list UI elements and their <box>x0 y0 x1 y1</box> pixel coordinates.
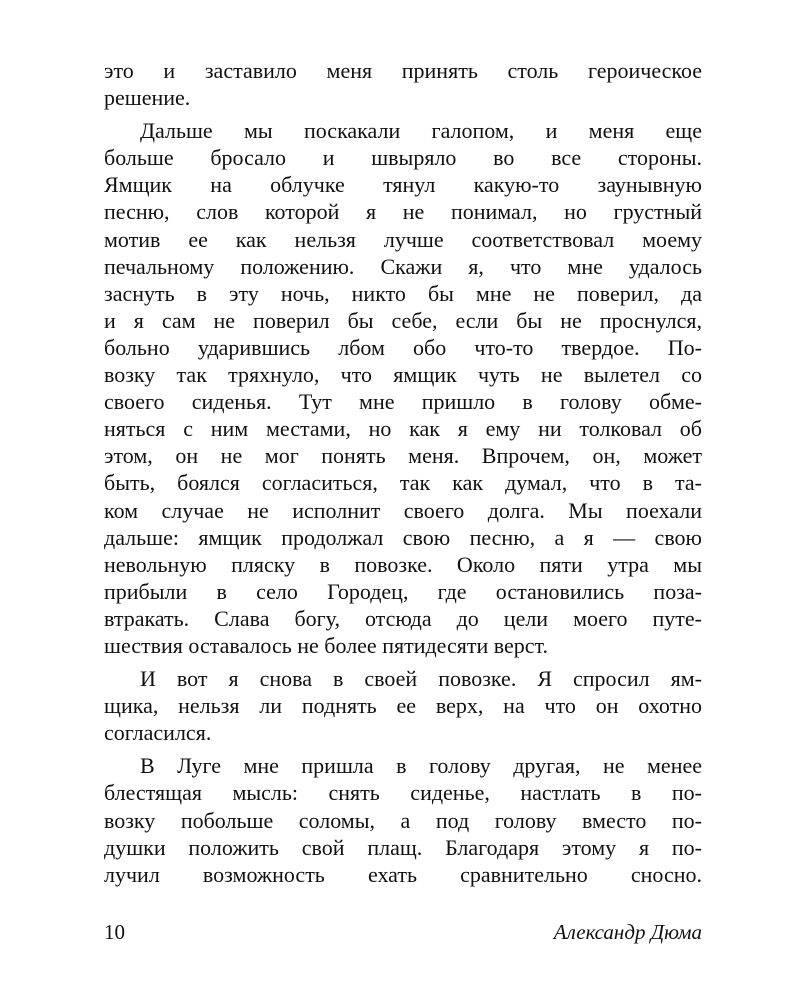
text-line: душки положить свой плащ. Благодаря этому я по- <box>104 834 702 860</box>
text-line: Дальше мы поскакали галопом, и меня еще <box>140 118 702 144</box>
text-line: ком случае не исполнит своего долга. Мы поехали <box>104 497 702 523</box>
text-line: этом, он не мог понять меня. Впрочем, он, может <box>104 443 702 469</box>
text-line: мотив ее как нельзя лучше соответствовал моему <box>104 226 702 252</box>
paragraph <box>104 117 702 659</box>
text-line: согласился. <box>104 720 212 746</box>
text-line: щика, нельзя ли поднять ее верх, на что он охотно <box>104 693 702 719</box>
page-footer <box>104 917 702 947</box>
text-line: больше бросало и швыряло во все стороны. <box>104 145 702 171</box>
text-line: возку так тряхнуло, что ямщик чуть не вылетел со <box>104 362 702 388</box>
paragraph <box>104 665 702 746</box>
text-line: прибыли в село Городец, где остановились поза- <box>104 578 702 604</box>
text-line: решение. <box>104 85 191 111</box>
text-line: В Луге мне пришла в голову другая, не менее <box>140 753 702 779</box>
text-line: возку побольше соломы, а под голову вместо по- <box>104 807 702 833</box>
text-line: блестящая мысль: снять сиденье, настлать в по- <box>104 780 702 806</box>
text-line: песню, слов которой я не понимал, но грустный <box>104 199 702 225</box>
text-line: И вот я снова в своей повозке. Я спросил ям- <box>140 666 702 692</box>
body-text <box>104 57 702 888</box>
text-line: своего сиденья. Тут мне пришло в голову обме- <box>104 389 702 415</box>
text-line: быть, боялся согласиться, так как думал, что в та- <box>104 470 702 496</box>
text-line: няться с ним местами, но как я ему ни толковал об <box>104 416 702 442</box>
page-number: 10 <box>104 920 125 944</box>
text-line: дальше: ямщик продолжал свою песню, а я — свою <box>104 524 702 550</box>
text-line: втракать. Слава богу, отсюда до цели моего путе- <box>104 605 702 631</box>
text-line: это и заставило меня принять столь героическое <box>104 58 702 83</box>
book-page <box>104 57 702 957</box>
text-line: Ямщик на облучке тянул какую-то заунывную <box>104 172 702 198</box>
text-line: и я сам не поверил бы себе, если бы не проснулся, <box>104 307 702 333</box>
text-line: невольную пляску в повозке. Около пяти утра мы <box>104 551 702 577</box>
text-line: печальному положению. Скажи я, что мне удалось <box>104 253 702 279</box>
running-head-author: Александр Дюма <box>553 920 702 944</box>
text-line: шествия оставалось не более пятидесяти верст. <box>104 632 549 658</box>
paragraph <box>104 57 702 111</box>
text-line: заснуть в эту ночь, никто бы мне не поверил, да <box>104 280 702 306</box>
text-line: больно ударившись лбом обо что-то твердое. По- <box>104 334 702 360</box>
paragraph <box>104 752 702 887</box>
text-line: лучил возможность ехать сравнительно сносно. <box>104 861 702 887</box>
